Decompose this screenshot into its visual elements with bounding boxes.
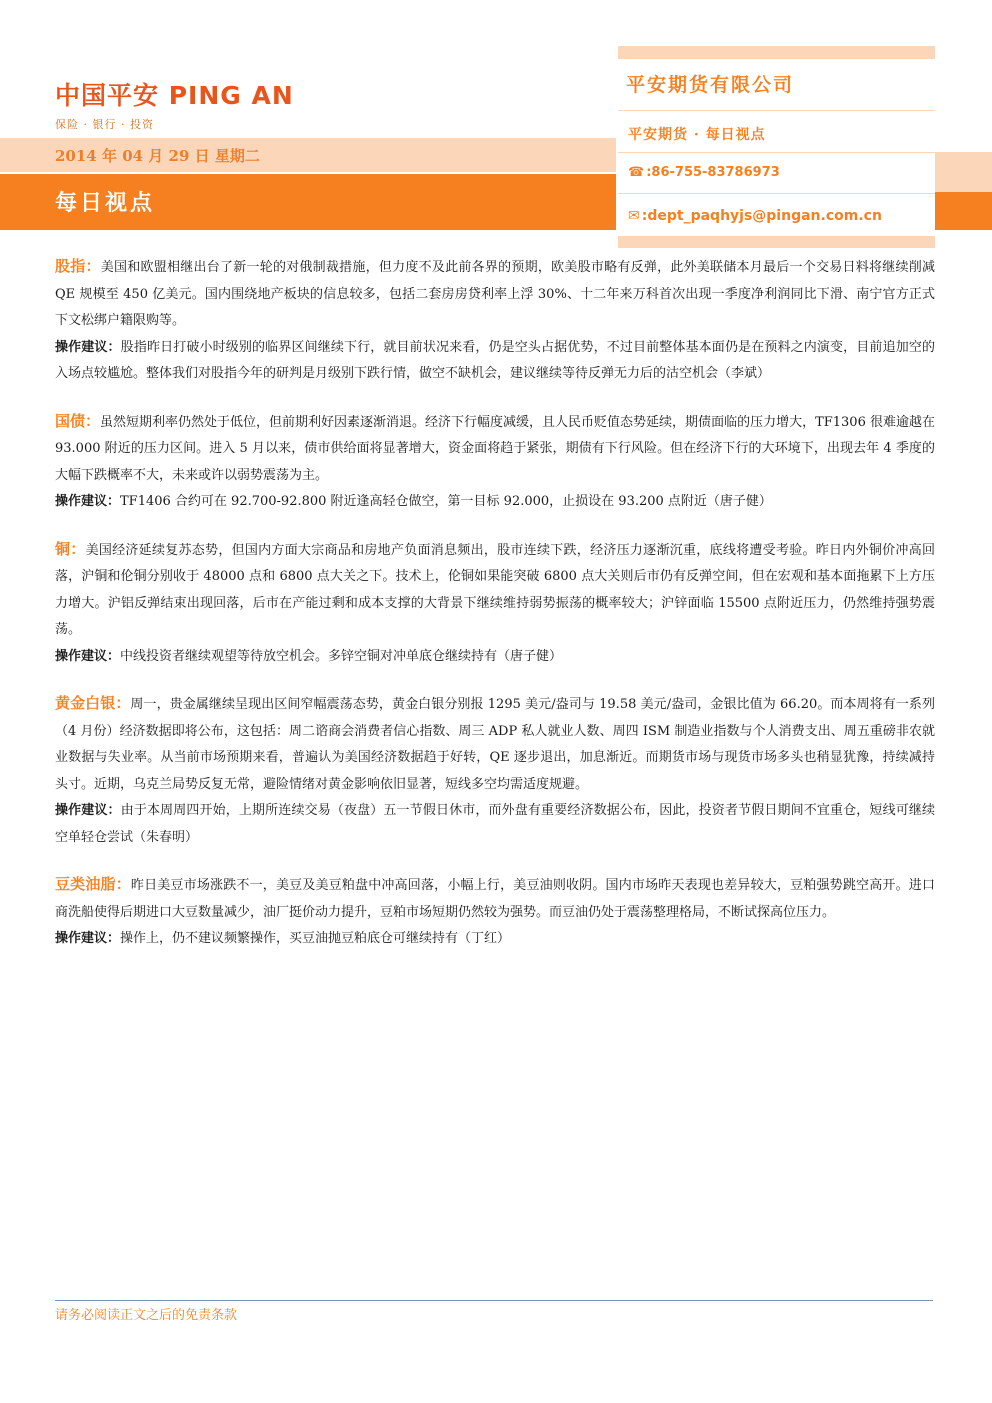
contact-email: ✉ :dept_paqhyjs@pingan.com.cn (628, 208, 882, 224)
advice-text: 股指昨日打破小时级别的临界区间继续下行，就目前状况来看，仍是空头占据优势，不过目前整体基本面仍是在预料之内演变，目前追加空的入场点较尴尬。整体我们对股指今年的研判是月级别下跌行情，做空不缺机会，建议继续等待反弹无力后的沽空机会（李斌） (55, 339, 935, 381)
footer-divider (55, 1300, 933, 1301)
logo-tagline: 保险 · 银行 · 投资 (55, 118, 154, 131)
panel-divider (618, 193, 935, 194)
panel-bottom-bar (618, 236, 935, 248)
panel-divider (618, 152, 935, 153)
company-name: 平安期货有限公司 (626, 74, 795, 96)
envelope-icon: ✉ (628, 208, 640, 224)
advice-label: 操作建议： (55, 648, 121, 664)
section-label: 豆类油脂： (55, 875, 131, 893)
advice-label: 操作建议： (55, 494, 121, 509)
logo-wordmark: 中国平安 PING AN (55, 81, 294, 110)
email-address[interactable]: dept_paqhyjs@pingan.com.cn (647, 208, 882, 224)
report-date: 2014 年 04 月 29 日 星期二 (55, 147, 260, 165)
panel-subtitle: 平安期货 · 每日视点 (628, 127, 766, 143)
section-soy-oils (55, 871, 935, 953)
section-body: 美国和欧盟相继出台了新一轮的对俄制裁措施，但力度不及此前各界的预期，欧美股市略有反弹，此外美联储本月最后一个交易日料将继续削减 QE 规模至 450 亿美元。国内围绕地产板块的信息较多，包括二套房房贷利率上浮 30%、十二年来万科首次出现一季度净利润同比下滑、南宁官方正式下文松绑户籍限购等。 (55, 260, 935, 328)
contact-phone: ☎ :86-755-83786973 (628, 165, 780, 180)
section-label: 黄金白银： (55, 694, 131, 712)
phone-number: 86-755-83786973 (651, 165, 780, 180)
section-gold-silver (55, 690, 935, 851)
advice-text: 由于本周周四开始，上期所连续交易（夜盘）五一节假日休市，而外盘有重要经济数据公布，因此，投资者节假日期间不宜重仓，短线可继续空单轻仓尝试（朱春明） (55, 803, 935, 845)
section-stock-index (55, 253, 935, 388)
phone-icon: ☎ (628, 165, 645, 180)
section-label: 股指： (55, 257, 101, 275)
advice-text: TF1406 合约可在 92.700-92.800 附近逢高轻仓做空，第一目标 92.000，止损设在 93.200 点附近（唐子健） (120, 494, 772, 509)
section-label: 国债： (55, 411, 101, 430)
report-body (55, 253, 935, 973)
panel-divider (618, 110, 935, 111)
section-treasury-bond (55, 408, 935, 516)
section-label: 铜： (55, 539, 86, 558)
advice-label: 操作建议： (55, 803, 121, 818)
company-logo (55, 76, 294, 132)
section-body: 美国经济延续复苏态势，但国内方面大宗商品和房地产负面消息频出，股市连续下跌，经济压力逐渐沉重，底线将遭受考验。昨日内外铜价冲高回落，沪铜和伦铜分别收于 48000 点和 6800 点大关之下。技术上，伦铜如果能突破 6800 点大关则后市仍有反弹空间，但在宏观和基本面拖累下上方压力增大。沪铝反弹结束出现回落，后市在产能过剩和成本支撑的大背景下继续维持弱势振荡的概率较大；沪锌面临 15500 点附近压力，仍然维持强势震荡。 (55, 542, 935, 637)
section-body: 周一，贵金属继续呈现出区间窄幅震荡态势，黄金白银分别报 1295 美元/盎司与 19.58 美元/盎司，金银比值为 66.20。而本周将有一系列（4 月份）经济数据即将公布，这包括：周二谘商会消费者信心指数、周三 ADP 私人就业人数、周四 ISM 制造业指数与个人消费支出、周五重磅非农就业数据与失业率。从当前市场预期来看，普遍认为美国经济数据趋于好转，QE 逐步退出，加息渐近。而期货市场与现货市场多头也稍显犹豫，持续减持头寸。近期，乌克兰局势反复无常，避险情绪对黄金影响依旧显著，短线多空均需适度规避。 (55, 697, 935, 792)
advice-text: 操作上，仍不建议频繁操作，买豆油抛豆粕底仓可继续持有（丁红） (120, 931, 511, 946)
footer-disclaimer: 请务必阅读正文之后的免责条款 (55, 1308, 238, 1323)
section-copper (55, 536, 935, 671)
report-title: 每日视点 (55, 190, 156, 216)
panel-right-band-dark (935, 192, 992, 230)
panel-top-bar (618, 46, 935, 59)
advice-text: 中线投资者继续观望等待放空机会。多锌空铜对冲单底仓继续持有（唐子健） (120, 648, 563, 664)
section-body: 昨日美豆市场涨跌不一，美豆及美豆粕盘中冲高回落，小幅上行，美豆油则收阴。国内市场昨天表现也差异较大，豆粕强势跳空高开。进口商洗船使得后期进口大豆数量减少，油厂挺价动力提升，豆粕市场短期仍然较为强势。而豆油仍处于震荡整理格局，不断试探高位压力。 (55, 878, 935, 920)
panel-right-band-light (935, 152, 992, 192)
advice-label: 操作建议： (55, 931, 121, 946)
advice-label: 操作建议： (55, 339, 121, 355)
section-body: 虽然短期利率仍然处于低位，但前期利好因素逐渐消退。经济下行幅度减缓，且人民币贬值态势延续，期债面临的压力增大，TF1306 很难逾越在 93.000 附近的压力区间。进入 5 月以来，债市供给面将显著增大，资金面将趋于紧张，期债有下行风险。但在经济下行的大环境下，出现去年 4 季度的大幅下跌概率不大，未来或许以弱势震荡为主。 (55, 414, 935, 483)
